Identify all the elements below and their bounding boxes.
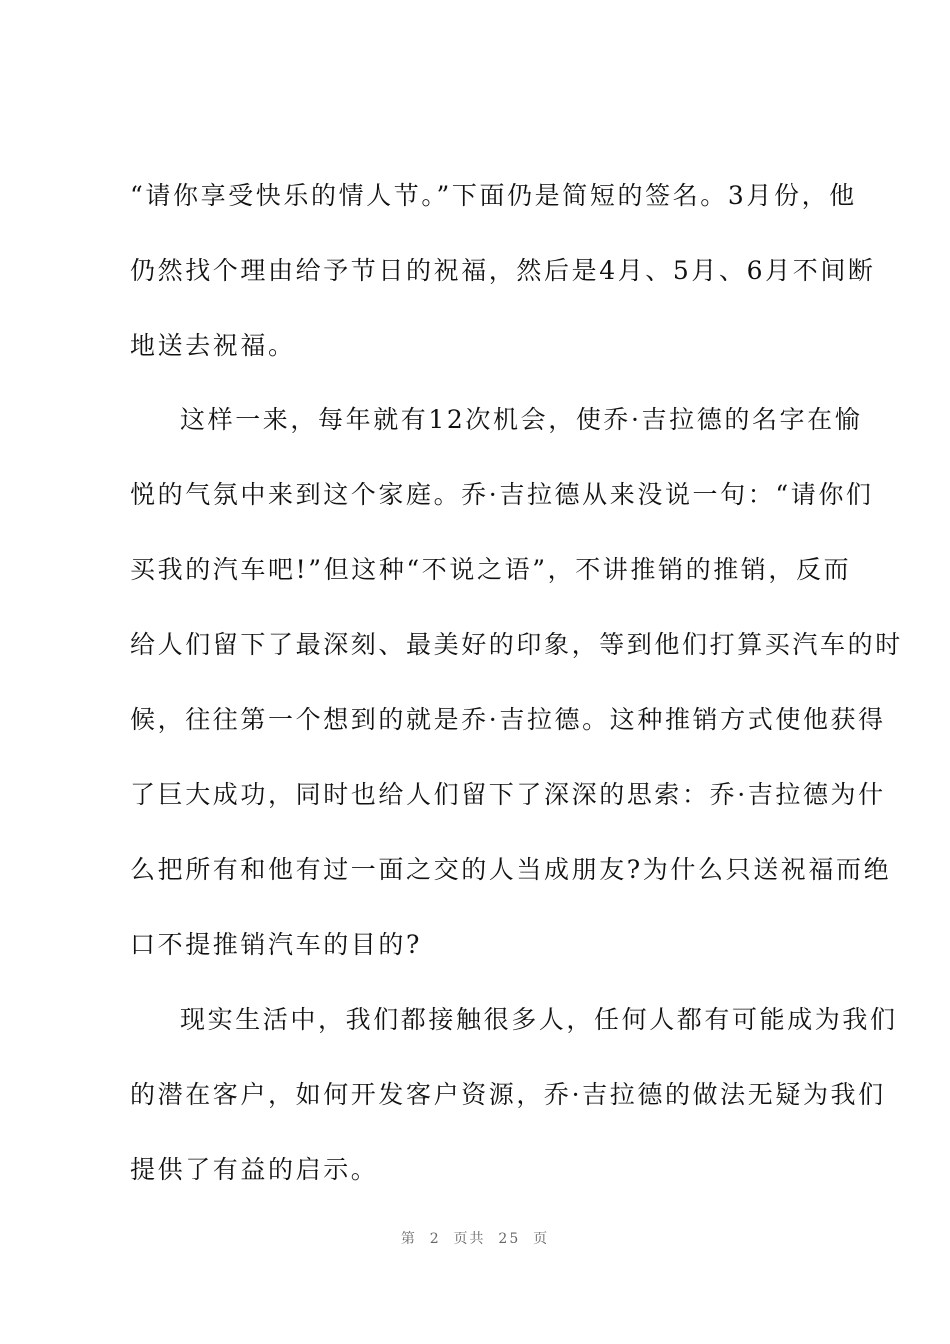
text-line-5: 悦的气氛中来到这个家庭。乔·吉拉德从来没说一句：“请你们 bbox=[130, 480, 874, 509]
text-line-13: 的潜在客户，如何开发客户资源，乔·吉拉德的做法无疑为我们 bbox=[130, 1080, 886, 1109]
text-line-10: 么把所有和他有过一面之交的人当成朋友?为什么只送祝福而绝 bbox=[130, 855, 892, 884]
text-line-12: 现实生活中，我们都接触很多人，任何人都有可能成为我们 bbox=[180, 1005, 898, 1034]
page-number-footer: 第 2 页共 25 页 bbox=[400, 1231, 550, 1247]
text-line-2: 仍然找个理由给予节日的祝福，然后是4月、5月、6月不间断 bbox=[130, 256, 876, 285]
text-line-6: 买我的汽车吧!”但这种“不说之语”，不讲推销的推销，反而 bbox=[130, 555, 852, 584]
text-line-3: 地送去祝福。 bbox=[130, 331, 296, 360]
text-line-1: “请你享受快乐的情人节。”下面仍是简短的签名。3月份，他 bbox=[130, 181, 857, 210]
text-line-7: 给人们留下了最深刻、最美好的印象，等到他们打算买汽车的时 bbox=[130, 630, 903, 659]
text-line-14: 提供了有益的启示。 bbox=[130, 1155, 379, 1184]
text-line-9: 了巨大成功，同时也给人们留下了深深的思索：乔·吉拉德为什 bbox=[130, 780, 886, 809]
text-line-4: 这样一来，每年就有12次机会，使乔·吉拉德的名字在愉 bbox=[180, 405, 863, 434]
text-line-11: 口不提推销汽车的目的? bbox=[130, 930, 423, 959]
text-line-8: 候，往往第一个想到的就是乔·吉拉德。这种推销方式使他获得 bbox=[130, 705, 886, 734]
